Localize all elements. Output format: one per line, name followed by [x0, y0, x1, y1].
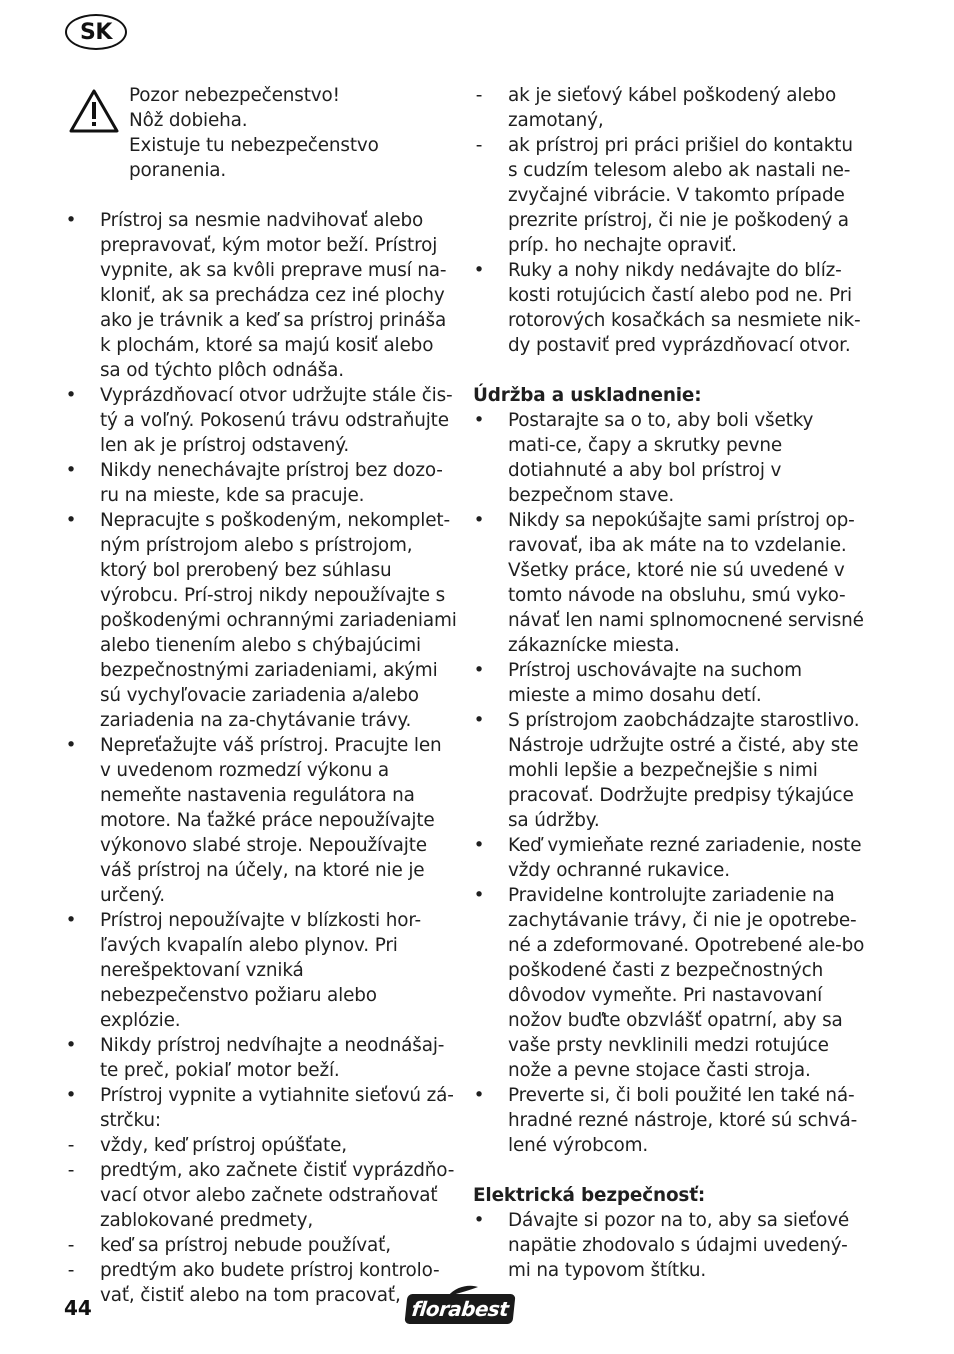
list-item — [65, 1158, 457, 1233]
warning-line: Nôž dobieha. — [129, 110, 248, 131]
list-item — [65, 733, 457, 908]
list-item-text: S prístrojom zaobchádzajte starostlivo. Nástroje udržujte ostré a čisté, aby ste mohli lepšie a bezpečnejšie s nimi pracovať. Dodržujte predpisy týkajúce sa údržby. — [508, 710, 860, 831]
page-number: 44 — [64, 1296, 92, 1320]
list-item-text: predtým ako budete prístroj kontrolo-vať, čistiť alebo na tom pracovať, — [100, 1260, 440, 1306]
list-item — [473, 1208, 865, 1283]
bullet: • — [65, 510, 77, 531]
bullet: • — [65, 735, 77, 756]
bullet: • — [473, 660, 485, 681]
list-item — [65, 458, 457, 508]
dash: - — [67, 1160, 75, 1181]
list-item — [473, 133, 865, 258]
list-item-text: ak prístroj pri práci prišiel do kontaktu s cudzím telesom alebo ak nastali ne-zvyčajné vibrácie. V takomto prípade prezrite prístroj, či nie je poškodený a príp. ho nechajte opraviť. — [508, 135, 853, 256]
dash: - — [67, 1260, 75, 1281]
list-item — [473, 833, 865, 883]
list-item-text: Keď vymieňate rezné zariadenie, noste vždy ochranné rukavice. — [508, 835, 862, 881]
warning-triangle-icon — [68, 88, 120, 134]
list-item-text: predtým, ako začnete čistiť vyprázdňo-vací otvor alebo začnete odstraňovať zablokované predmety, — [100, 1160, 455, 1231]
bullet: • — [473, 1210, 485, 1231]
bullet: • — [65, 1035, 77, 1056]
list-item-text: Prístroj sa nesmie nadvihovať alebo prepravovať, kým motor beží. Prístroj vypnite, ak sa kvôli preprave musí na-kloniť, ak sa prechádza cez iné plochy ako je trávnik a keď sa prístroj prináša k plochám, ktoré sa majú kosiť alebo sa od týchto plôch odnáša. — [100, 210, 447, 381]
list-item — [65, 1083, 457, 1133]
safety-list — [65, 208, 457, 1308]
list-item — [473, 83, 865, 133]
list-item — [65, 1258, 457, 1308]
list-item-text: Vyprázdňovací otvor udržujte stále čis-tý a voľný. Pokosenú trávu odstraňujte len ak je prístroj odstavený. — [100, 385, 453, 456]
bullet: • — [473, 260, 485, 281]
list-item-text: ak je sieťový kábel poškodený alebo zamotaný, — [508, 85, 837, 131]
warning-line: Existuje tu nebezpečenstvo — [129, 135, 379, 156]
electrical-list — [473, 1208, 865, 1283]
list-item-text: Nikdy nenechávajte prístroj bez dozo-ru na mieste, kde sa pracuje. — [100, 460, 443, 506]
dash: - — [475, 135, 483, 156]
bullet: • — [65, 460, 77, 481]
bullet: • — [473, 710, 485, 731]
list-item — [473, 708, 865, 833]
section-heading-electrical: Elektrická bezpečnosť: — [473, 1185, 706, 1206]
list-item-text: Nepracujte s poškodeným, nekomplet-ným prístrojom alebo s prístrojom, ktorý bol prerobený bez súhlasu výrobcu. Prí-stroj nikdy nepoužívajte s poškodenými ochrannými zariadeniami alebo tienením alebo s chýbajúcimi bezpečnostnými zariadeniami, akými sú vychyľovacie zariadenia a/alebo zariadenia na za-chytávanie trávy. — [100, 510, 457, 731]
section-heading-maintenance: Údržba a uskladnenie: — [473, 385, 702, 406]
maintenance-list — [473, 408, 865, 1158]
list-item — [65, 1033, 457, 1083]
list-item — [65, 383, 457, 458]
dash: - — [67, 1235, 75, 1256]
list-item — [473, 658, 865, 708]
list-item-text: vždy, keď prístroj opúšťate, — [100, 1135, 347, 1156]
logo-badge — [404, 1294, 515, 1324]
dash: - — [475, 85, 483, 106]
list-item-text: Prístroj vypnite a vytiahnite sieťovú zá-strčku: — [100, 1085, 454, 1131]
bullet: • — [473, 510, 485, 531]
language-badge: SK — [65, 14, 127, 50]
list-item — [65, 1233, 457, 1258]
bullet: • — [65, 385, 77, 406]
warning-line: Pozor nebezpečenstvo! — [129, 85, 340, 106]
left-column — [65, 83, 457, 1308]
list-item-text: Preverte si, či boli použité len také ná-hradné rezné nástroje, ktoré sú schvá-lené výrobcom. — [508, 1085, 858, 1156]
bullet: • — [473, 410, 485, 431]
danger-warning — [65, 83, 457, 183]
list-item — [473, 258, 865, 358]
list-item-text: Dávajte si pozor na to, aby sa sieťové napätie zhodovalo s údajmi uvedený-mi na typovom štítku. — [508, 1210, 850, 1281]
list-item-text: Nepreťažujte váš prístroj. Pracujte len v uvedenom rozmedzí výkonu a nemeňte nastavenia regulátora na motore. Na ťažké práce nepoužívajte výkonovo slabé stroje. Nepoužívajte váš prístroj na účely, na ktoré nie je určený. — [100, 735, 442, 906]
list-item-text: Nikdy prístroj nedvíhajte a neodnášaj-te preč, pokiaľ motor beží. — [100, 1035, 445, 1081]
list-item — [473, 408, 865, 508]
list-item-text: Pravidelne kontrolujte zariadenie na zachytávanie trávy, či nie je opotrebe-né a zdeformované. Opotrebené ale-bo poškodené časti z bezpečnostných dôvodov vymeňte. Pri nastavovaní nožov buďte obzvlášť opatrní, aby sa vaše prsty nevklinili medzi rotujúce nože a pevne stojace časti stroja. — [508, 885, 865, 1081]
list-item-text: Prístroj uschovávajte na suchom mieste a mimo dosahu detí. — [508, 660, 802, 706]
list-item — [65, 508, 457, 733]
list-item — [473, 1083, 865, 1158]
list-item — [65, 908, 457, 1033]
list-item-text: Postarajte sa o to, aby boli všetky mati-ce, čapy a skrutky pevne dotiahnuté a aby bol prístroj v bezpečnom stave. — [508, 410, 814, 506]
brand-logo — [404, 1284, 516, 1328]
right-column — [473, 83, 865, 1283]
bullet: • — [473, 835, 485, 856]
list-item — [65, 1133, 457, 1158]
list-item — [473, 883, 865, 1083]
list-item-text: keď sa prístroj nebude používať, — [100, 1235, 391, 1256]
bullet: • — [65, 1085, 77, 1106]
logo-text: florabest — [410, 1297, 510, 1321]
list-item-text: Ruky a nohy nikdy nedávajte do blíz-kosti rotujúcich častí alebo pod ne. Pri rotorových kosačkách sa nesmiete nik-dy postaviť pred vyprázdňovací otvor. — [508, 260, 861, 356]
list-item — [65, 208, 457, 383]
safety-list-continued — [473, 83, 865, 358]
bullet: • — [65, 910, 77, 931]
list-item-text: Nikdy sa nepokúšajte sami prístroj op-ravovať, iba ak máte na to vzdelanie. Všetky práce, ktoré nie sú uvedené v tomto návode na obsluhu, smú vyko-návať len nami splnomocnené servisné zákaznícke miesta. — [508, 510, 864, 656]
bullet: • — [473, 1085, 485, 1106]
bullet: • — [65, 210, 77, 231]
list-item-text: Prístroj nepoužívajte v blízkosti hor-ľavých kvapalín alebo plynov. Pri nerešpektovaní vzniká nebezpečenstvo požiaru alebo explózie. — [100, 910, 422, 1031]
warning-line: poranenia. — [129, 160, 227, 181]
bullet: • — [473, 885, 485, 906]
list-item — [473, 508, 865, 658]
dash: - — [67, 1135, 75, 1156]
